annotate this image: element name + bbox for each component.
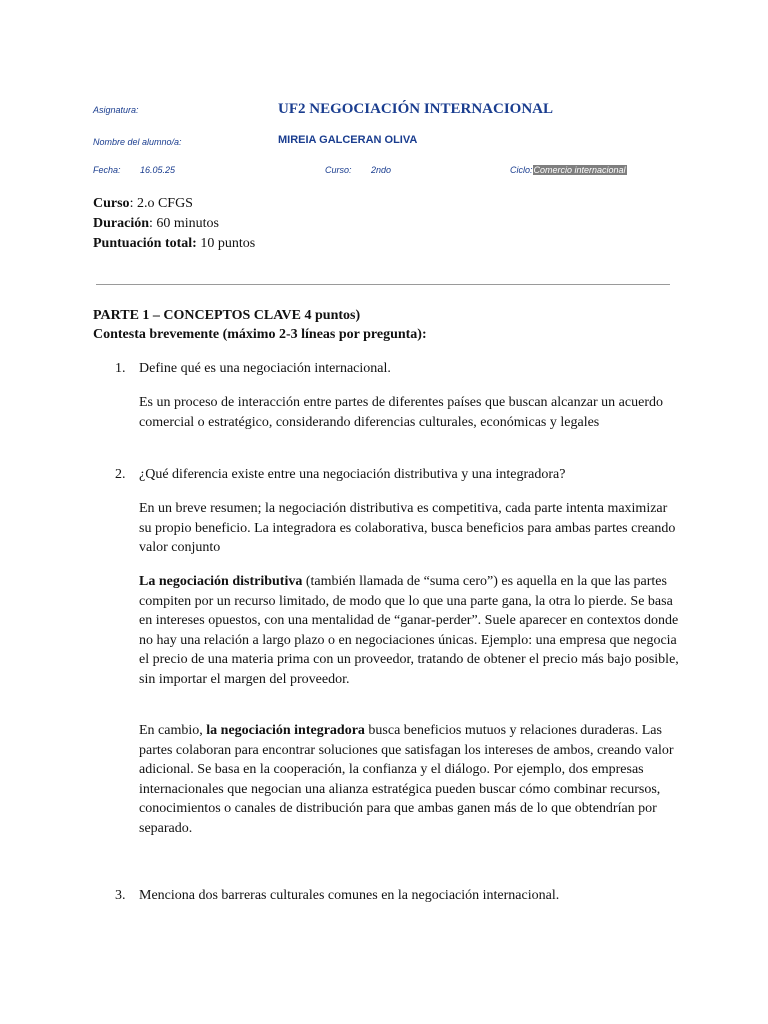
divider [96, 284, 670, 285]
info-curso-value: : 2.o CFGS [129, 196, 193, 211]
question-text: ¿Qué diferencia existe entre una negociación distributiva y una integradora? [139, 467, 566, 482]
fecha-label: Fecha: [93, 165, 121, 175]
info-puntuacion-label: Puntuación total: [93, 236, 197, 251]
info-puntuacion-value: 10 puntos [196, 236, 256, 251]
info-duracion [93, 214, 255, 234]
question-text: Define qué es una negociación internacional. [139, 361, 391, 376]
part1-title: PARTE 1 – CONCEPTOS CLAVE 4 puntos) [93, 308, 361, 323]
question-number: 1. [115, 361, 126, 376]
question-number: 3. [115, 888, 126, 903]
distributiva-text: (también llamada de “suma cero”) es aquella en la que las partes compiten por un recurso limitado, de modo que lo que una parte gana, la otra lo pierde. Se basa en intereses opuestos, con una mentalidad de “ganar-perder”. Suele aparecer en contextos donde no hay una relación a largo plazo o en negociaciones únicas. Ejemplo: una empresa que negocia el precio de una materia prima con un proveedor, tratando de obtener el precio más bajo posible, sin importar el margen del proveedor. [139, 574, 679, 687]
ciclo-field [510, 165, 627, 175]
ciclo-value: Comercio internacional [533, 165, 626, 175]
answer-1: Es un proceso de interacción entre partes de diferentes países que buscan alcanzar un acuerdo comercial o estratégico, considerando diferencias culturales, económicas y legales [139, 395, 663, 430]
answer-2-integradora [139, 721, 679, 838]
info-curso-label: Curso [93, 196, 130, 211]
info-duracion-value: : 60 minutos [149, 216, 220, 231]
asignatura-label: Asignatura: [93, 105, 139, 115]
distributiva-term: La negociación distributiva [139, 574, 303, 589]
curso-value: 2ndo [371, 165, 392, 175]
answer-2-distributiva [139, 572, 679, 689]
question-text: Menciona dos barreras culturales comunes en la negociación internacional. [139, 888, 560, 903]
alumno-value: MIREIA GALCERAN OLIVA [278, 134, 418, 146]
info-curso [93, 194, 255, 214]
part1-instructions: Contesta brevemente (máximo 2-3 líneas por pregunta): [93, 327, 427, 342]
asignatura-value: UF2 NEGOCIACIÓN INTERNACIONAL [278, 101, 554, 117]
info-puntuacion [93, 234, 255, 254]
ciclo-label: Ciclo: [510, 165, 533, 175]
integradora-term: la negociación integradora [206, 723, 365, 738]
curso-label: Curso: [325, 165, 352, 175]
info-duracion-label: Duración [93, 216, 149, 231]
integradora-prefix: En cambio, [139, 723, 207, 738]
integradora-text: busca beneficios mutuos y relaciones duraderas. Las partes colaboran para encontrar soluciones que satisfagan los intereses de ambos, creando valor adicional. Se basa en la cooperación, la confianza y el diálogo. Por ejemplo, dos empresas internacionales que negocian una alianza estratégica pueden buscar cómo combinar recursos, conocimientos o canales de distribución para que ambas ganen más de lo que obtendrían por separado. [139, 723, 674, 836]
fecha-value: 16.05.25 [140, 165, 176, 175]
exam-info [93, 194, 255, 254]
alumno-label: Nombre del alumno/a: [93, 137, 182, 147]
answer-2-summary: En un breve resumen; la negociación distributiva es competitiva, cada parte intenta maximizar su propio beneficio. La integradora es colaborativa, busca beneficios para ambas partes creando valor conjunto [139, 501, 676, 555]
question-number: 2. [115, 467, 126, 482]
part1-heading [93, 306, 427, 344]
